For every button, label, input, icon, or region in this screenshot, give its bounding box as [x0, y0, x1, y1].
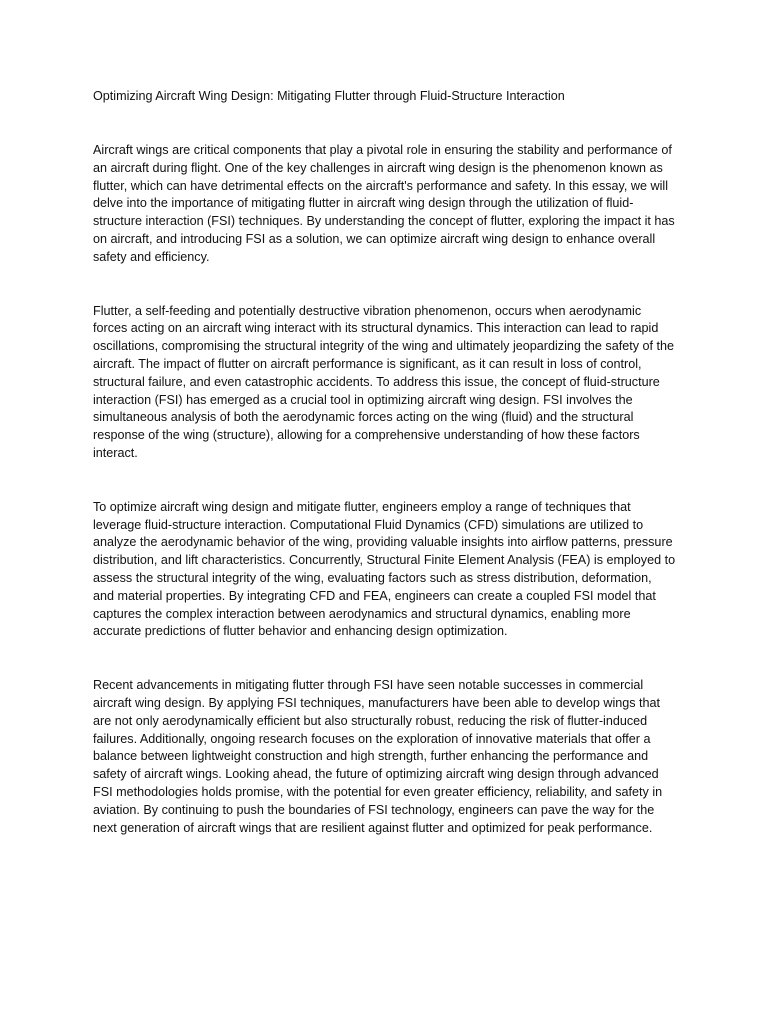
- paragraph-advancements: Recent advancements in mitigating flutter through FSI have seen notable successes in commercial aircraft wing design. By applying FSI techniques, manufacturers have been able to develop wings that are not only aerodynamically efficient but also structurally robust, reducing the risk of flutter-induced failures. Additionally, ongoing research focuses on the exploration of innovative materials that offer a balance between lightweight construction and high strength, further enhancing the performance and safety of aircraft wings. Looking ahead, the future of optimizing aircraft wing design through advanced FSI methodologies holds promise, with the potential for even greater efficiency, reliability, and safety in aviation. By continuing to push the boundaries of FSI technology, engineers can pave the way for the next generation of aircraft wings that are resilient against flutter and optimized for peak performance.: [93, 678, 663, 835]
- paragraph-techniques: To optimize aircraft wing design and mitigate flutter, engineers employ a range of techniques that leverage fluid-structure interaction. Computational Fluid Dynamics (CFD) simulations are utilized to analyze the aerodynamic behavior of the wing, providing valuable insights into airflow patterns, pressure distribution, and lift characteristics. Concurrently, Structural Finite Element Analysis (FEA) is employed to assess the structural integrity of the wing, evaluating factors such as stress distribution, deformation, and material properties. By integrating CFD and FEA, engineers can create a coupled FSI model that captures the complex interaction between aerodynamics and structural dynamics, enabling more accurate predictions of flutter behavior and enhancing design optimization.: [93, 499, 676, 639]
- document-title: Optimizing Aircraft Wing Design: Mitigating Flutter through Fluid-Structure Interaction: [93, 89, 565, 103]
- paragraph-introduction: Aircraft wings are critical components that play a pivotal role in ensuring the stability and performance of an aircraft during flight. One of the key challenges in aircraft wing design is the phenomenon known as flutter, which can have detrimental effects on the aircraft's performance and safety. In this essay, we will delve into the importance of mitigating flutter in aircraft wing design through the utilization of fluid-structure interaction (FSI) techniques. By understanding the concept of flutter, exploring the impact it has on aircraft, and introducing FSI as a solution, we can optimize aircraft wing design to enhance overall safety and efficiency.: [93, 143, 675, 264]
- paragraph-flutter-and-fsi: Flutter, a self-feeding and potentially destructive vibration phenomenon, occurs when aerodynamic forces acting on an aircraft wing interact with its structural dynamics. This interaction can lead to rapid oscillations, compromising the structural integrity of the wing and ultimately jeopardizing the safety of the aircraft. The impact of flutter on aircraft performance is significant, as it can result in loss of control, structural failure, and even catastrophic accidents. To address this issue, the concept of fluid-structure interaction (FSI) has emerged as a crucial tool in optimizing aircraft wing design. FSI involves the simultaneous analysis of both the aerodynamic forces acting on the wing (fluid) and the structural response of the wing (structure), allowing for a comprehensive understanding of how these factors interact.: [93, 303, 675, 460]
